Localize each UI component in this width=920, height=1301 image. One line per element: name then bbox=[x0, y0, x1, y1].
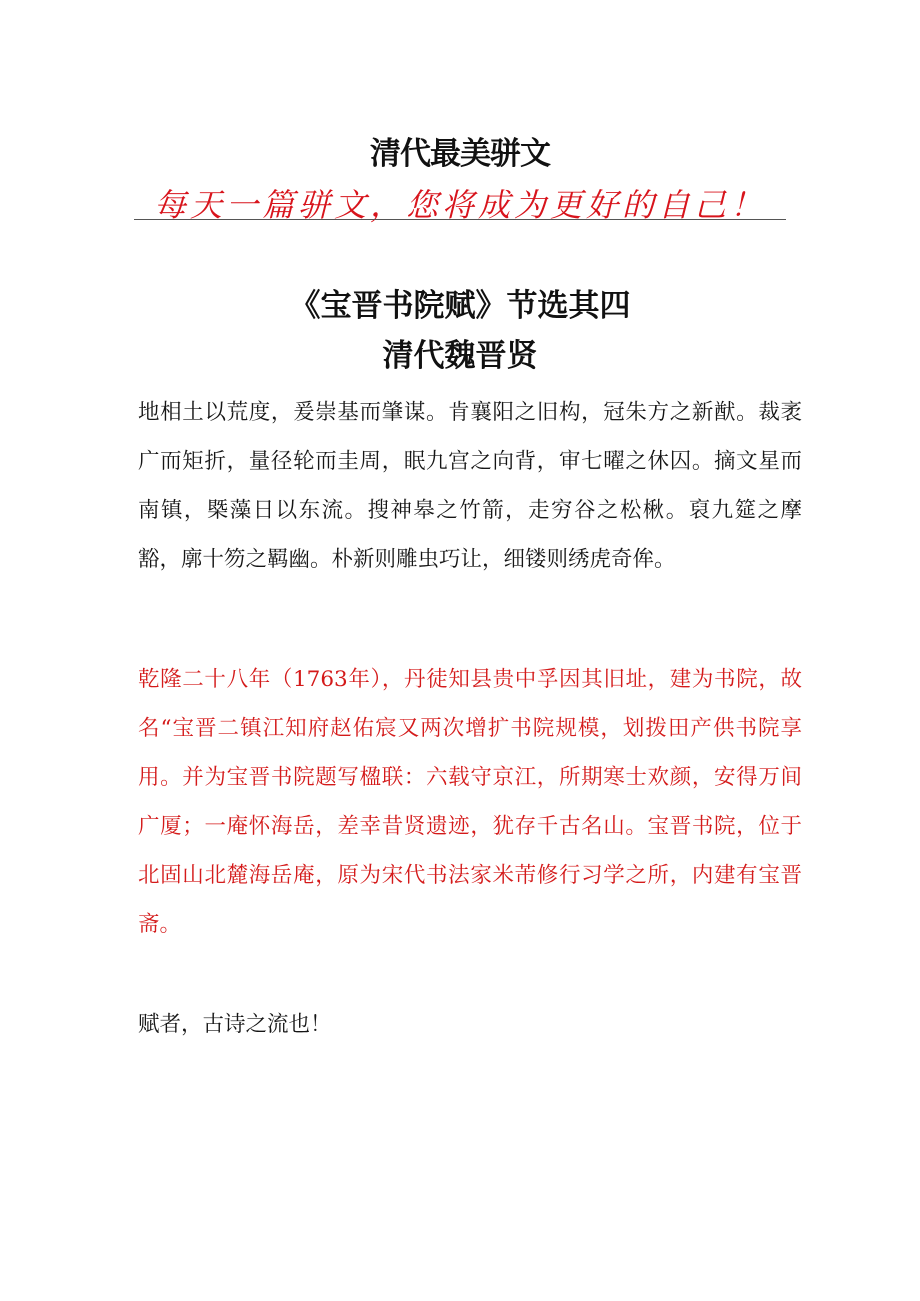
author-line: 清代魏晋贤 bbox=[382, 338, 538, 374]
main-text: 地相土以荒度，爰崇基而肇谋。肯襄阳之旧构，冠朱方之新猷。裁袤广而矩折，量径轮而圭周，眠九宫之向背，审七曜之休囚。摘文星而南镇，槩藻日以东流。搜神皋之竹箭，走穷谷之松楸。裒九筵之摩豁，廓十笏之羁幽。朴新则雕虫巧让，细镂则绣虎奇侔。 bbox=[138, 400, 802, 572]
closing-line: 赋者，古诗之流也！ bbox=[138, 1012, 332, 1037]
tagline: 每天一篇骈文，您将成为更好的自己！ bbox=[153, 186, 766, 224]
header-divider bbox=[134, 219, 786, 220]
background-note: 乾隆二十八年（1763年），丹徒知县贵中孚因其旧址，建为书院，故名“宝晋二镇江知府赵佑宸又两次增扩书院规模，划拨田产供书院享用。并为宝晋书院题写楹联：六载守京江，所期寒士欢颜，安得万间广厦；一庵怀海岳，差幸昔贤遗迹，犹存千古名山。宝晋书院，位于北固山北麓海岳庵，原为宋代书法家米芾修行习学之所，内建有宝晋斋。 bbox=[138, 667, 802, 937]
site-title: 清代最美骈文 bbox=[370, 136, 550, 172]
work-title: 《宝晋书院赋》节选其四 bbox=[289, 288, 631, 324]
